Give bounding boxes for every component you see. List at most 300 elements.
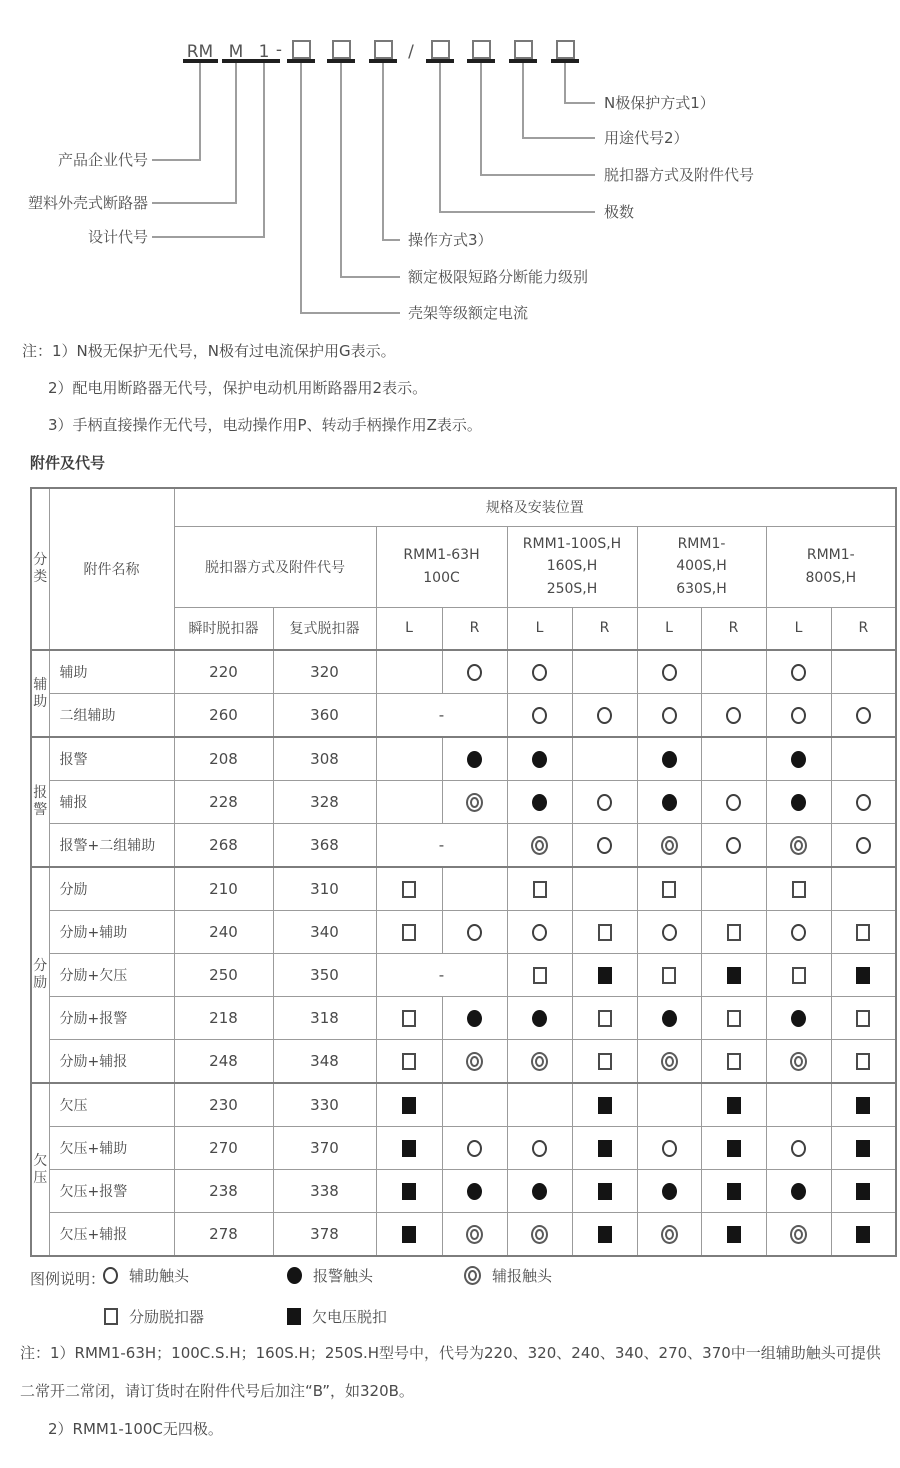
header-spec-title: 规格及安装位置	[174, 488, 896, 526]
symbol-cell	[442, 1083, 507, 1127]
undervoltage-release-symbol	[727, 967, 741, 984]
header-pos-r: R	[572, 607, 637, 650]
table-row	[31, 867, 896, 911]
label-trip-mode-accessory-code: 脱扣器方式及附件代号	[604, 166, 755, 184]
symbol-cell	[701, 781, 766, 824]
header-pos-r: R	[442, 607, 507, 650]
symbol-cell	[637, 954, 701, 997]
symbol-cell	[507, 911, 572, 954]
note-2: 2）配电用断路器无代号，保护电动机用断路器用2表示。	[48, 379, 428, 397]
symbol-cell	[637, 1213, 701, 1257]
shunt-release-symbol	[727, 924, 741, 941]
header-pos-l: L	[766, 607, 831, 650]
symbol-cell	[637, 781, 701, 824]
shunt-release-symbol	[856, 924, 870, 941]
header-pos-l: L	[637, 607, 701, 650]
instant-trip-code-cell: 210	[174, 867, 273, 911]
accessory-name-cell: 欠压+辅助	[49, 1127, 174, 1170]
label-manufacturer-code: 产品企业代号	[57, 151, 148, 169]
instant-trip-code-cell: 240	[174, 911, 273, 954]
label-usage-code: 用途代号2）	[604, 129, 689, 147]
symbol-cell	[507, 650, 572, 694]
auxiliary-contact-symbol	[103, 1267, 118, 1284]
header-accessory-name: 附件名称	[49, 488, 174, 650]
connector-line	[341, 63, 400, 277]
table-row	[31, 650, 896, 694]
auxiliary-contact-symbol	[662, 1140, 677, 1157]
legend-item-alarm	[287, 1265, 373, 1286]
aux-alarm-contact-symbol	[790, 1052, 807, 1071]
alarm-contact-symbol	[532, 1010, 547, 1027]
symbol-cell	[376, 1127, 442, 1170]
symbol-cell	[572, 997, 637, 1040]
auxiliary-contact-symbol	[597, 794, 612, 811]
code-underline	[287, 59, 315, 63]
code-underline	[327, 59, 355, 63]
symbol-cell	[637, 650, 701, 694]
symbol-cell	[442, 867, 507, 911]
category-cell: 辅助	[31, 650, 49, 737]
accessory-name-cell: 报警+二组辅助	[49, 824, 174, 868]
accessory-name-cell: 报警	[49, 737, 174, 781]
symbol-cell	[766, 1083, 831, 1127]
auxiliary-contact-symbol	[662, 707, 677, 724]
instant-trip-code-cell: 208	[174, 737, 273, 781]
code-placeholder-box	[375, 41, 392, 58]
symbol-cell	[831, 1170, 896, 1213]
aux-alarm-contact-symbol	[661, 1225, 678, 1244]
code-prefix: RM	[186, 42, 214, 62]
symbol-cell	[831, 911, 896, 954]
symbol-cell	[376, 1040, 442, 1084]
shunt-release-symbol	[104, 1308, 118, 1325]
aux-alarm-contact-symbol	[466, 793, 483, 812]
legend-item-auxiliary	[103, 1265, 189, 1286]
undervoltage-release-symbol	[402, 1140, 416, 1157]
alarm-contact-symbol	[287, 1267, 302, 1284]
auxiliary-contact-symbol	[662, 664, 677, 681]
frame-line: RMM1-	[677, 535, 726, 552]
shunt-release-symbol	[533, 967, 547, 984]
symbol-cell	[831, 997, 896, 1040]
undervoltage-release-symbol	[598, 1226, 612, 1243]
symbol-cell	[442, 1127, 507, 1170]
alarm-contact-symbol	[467, 751, 482, 768]
symbol-cell	[766, 867, 831, 911]
symbol-cell	[572, 781, 637, 824]
header-instant-trip: 瞬时脱扣器	[174, 607, 273, 650]
symbol-cell	[507, 1040, 572, 1084]
auxiliary-contact-symbol	[726, 837, 741, 854]
header-compound-trip: 复式脱扣器	[273, 607, 376, 650]
shunt-release-symbol	[856, 1010, 870, 1027]
symbol-cell	[507, 824, 572, 868]
accessory-name-cell: 欠压+辅报	[49, 1213, 174, 1257]
symbol-cell	[572, 694, 637, 738]
symbol-cell	[766, 824, 831, 868]
compound-trip-code-cell: 308	[273, 737, 376, 781]
symbol-cell	[831, 1213, 896, 1257]
symbol-cell	[831, 824, 896, 868]
shunt-release-symbol	[662, 967, 676, 984]
symbol-cell	[442, 1040, 507, 1084]
symbol-cell	[701, 824, 766, 868]
shunt-release-symbol	[598, 924, 612, 941]
symbol-cell	[572, 954, 637, 997]
symbol-cell	[572, 650, 637, 694]
symbol-cell	[376, 650, 442, 694]
category-cell: 报警	[31, 737, 49, 867]
symbol-cell	[701, 954, 766, 997]
aux-alarm-contact-symbol	[466, 1225, 483, 1244]
header-frame-800s	[766, 526, 896, 607]
undervoltage-release-symbol	[727, 1183, 741, 1200]
alarm-contact-symbol	[662, 794, 677, 811]
merged-dash-cell: -	[376, 824, 507, 868]
symbol-cell	[766, 650, 831, 694]
symbol-cell	[572, 1213, 637, 1257]
section-title: 附件及代号	[30, 454, 106, 472]
legend-label: 报警触头	[313, 1267, 374, 1285]
symbol-cell	[831, 650, 896, 694]
table-row	[31, 737, 896, 781]
shunt-release-symbol	[662, 881, 676, 898]
frame-line: RMM1-63H	[403, 547, 480, 564]
note-1: 注：1）N极无保护无代号，N极有过电流保护用G表示。	[22, 342, 396, 360]
undervoltage-release-symbol	[402, 1183, 416, 1200]
connector-line	[152, 63, 264, 237]
code-dash: -	[275, 40, 283, 60]
label-n-pole-protection: N极保护方式1）	[604, 94, 715, 112]
symbol-cell	[637, 737, 701, 781]
symbol-cell	[376, 1213, 442, 1257]
undervoltage-release-symbol	[287, 1308, 301, 1325]
undervoltage-release-symbol	[856, 967, 870, 984]
header-pos-l: L	[376, 607, 442, 650]
undervoltage-release-symbol	[402, 1097, 416, 1114]
code-placeholder-box	[333, 41, 350, 58]
symbol-cell	[637, 824, 701, 868]
symbol-cell	[572, 1170, 637, 1213]
shunt-release-symbol	[792, 967, 806, 984]
alarm-contact-symbol	[791, 1010, 806, 1027]
shunt-release-symbol	[402, 881, 416, 898]
symbol-cell	[701, 650, 766, 694]
instant-trip-code-cell: 268	[174, 824, 273, 868]
undervoltage-release-symbol	[727, 1140, 741, 1157]
compound-trip-code-cell: 318	[273, 997, 376, 1040]
table-row	[31, 824, 896, 868]
shunt-release-symbol	[402, 924, 416, 941]
table-row	[31, 1213, 896, 1257]
symbol-cell	[507, 781, 572, 824]
accessory-name-cell: 欠压	[49, 1083, 174, 1127]
auxiliary-contact-symbol	[467, 924, 482, 941]
table-header-row	[31, 488, 896, 526]
undervoltage-release-symbol	[598, 1140, 612, 1157]
table-row	[31, 997, 896, 1040]
symbol-cell	[507, 1213, 572, 1257]
symbol-cell	[376, 1083, 442, 1127]
symbol-cell	[507, 997, 572, 1040]
aux-alarm-contact-symbol	[790, 1225, 807, 1244]
alarm-contact-symbol	[791, 751, 806, 768]
model-code-diagram	[0, 0, 900, 335]
header-frame-63h	[376, 526, 507, 607]
symbol-cell	[701, 694, 766, 738]
symbol-cell	[831, 954, 896, 997]
aux-alarm-contact-symbol	[661, 836, 678, 855]
shunt-release-symbol	[598, 1053, 612, 1070]
aux-alarm-contact-symbol	[531, 836, 548, 855]
legend-label: 欠电压脱扣	[312, 1308, 388, 1326]
compound-trip-code-cell: 328	[273, 781, 376, 824]
code-placeholder-box	[557, 41, 574, 58]
symbol-cell	[442, 650, 507, 694]
symbol-cell	[442, 1170, 507, 1213]
alarm-contact-symbol	[532, 794, 547, 811]
aux-alarm-contact-symbol	[790, 836, 807, 855]
instant-trip-code-cell: 220	[174, 650, 273, 694]
alarm-contact-symbol	[467, 1010, 482, 1027]
undervoltage-release-symbol	[856, 1097, 870, 1114]
merged-dash-cell: -	[376, 694, 507, 738]
aux-alarm-contact-symbol	[464, 1266, 481, 1285]
compound-trip-code-cell: 340	[273, 911, 376, 954]
symbol-cell	[376, 1170, 442, 1213]
table-row	[31, 1170, 896, 1213]
symbol-cell	[701, 997, 766, 1040]
symbol-cell	[442, 781, 507, 824]
undervoltage-release-symbol	[598, 1183, 612, 1200]
undervoltage-release-symbol	[402, 1226, 416, 1243]
symbol-cell	[831, 1040, 896, 1084]
symbol-cell	[637, 867, 701, 911]
table-row	[31, 1083, 896, 1127]
accessory-name-cell: 分励+报警	[49, 997, 174, 1040]
symbol-cell	[376, 781, 442, 824]
symbol-cell	[376, 997, 442, 1040]
auxiliary-contact-symbol	[532, 707, 547, 724]
compound-trip-code-cell: 348	[273, 1040, 376, 1084]
symbol-cell	[507, 954, 572, 997]
connector-line	[383, 63, 400, 240]
header-frame-400s	[637, 526, 766, 607]
symbol-cell	[831, 1083, 896, 1127]
note-3: 3）手柄直接操作无代号，电动操作用P、转动手柄操作用Z表示。	[48, 416, 482, 434]
undervoltage-release-symbol	[856, 1226, 870, 1243]
auxiliary-contact-symbol	[791, 1140, 806, 1157]
code-underline	[426, 59, 454, 63]
auxiliary-contact-symbol	[532, 664, 547, 681]
frame-line: 160S,H	[546, 558, 598, 575]
bottom-note-1: 注：1）RMM1-63H；100C.S.H；160S.H；250S.H型号中，代号为220、320、240、340、270、370中一组辅助触头可提供二常开二常闭，请订货时在附件代号后加注“B”，如320B。	[20, 1344, 881, 1400]
shunt-release-symbol	[402, 1010, 416, 1027]
auxiliary-contact-symbol	[532, 1140, 547, 1157]
instant-trip-code-cell: 260	[174, 694, 273, 738]
frame-line: 630S,H	[676, 580, 727, 597]
symbol-cell	[831, 1127, 896, 1170]
symbol-cell	[376, 867, 442, 911]
header-frame-100s	[507, 526, 637, 607]
accessories-table-body	[31, 650, 896, 1256]
category-cell: 欠压	[31, 1083, 49, 1256]
shunt-release-symbol	[792, 881, 806, 898]
instant-trip-code-cell: 230	[174, 1083, 273, 1127]
symbol-cell	[507, 1170, 572, 1213]
symbol-cell	[637, 1127, 701, 1170]
frame-line: RMM1-	[806, 547, 855, 564]
legend-item-shunt	[104, 1306, 204, 1327]
instant-trip-code-cell: 278	[174, 1213, 273, 1257]
connector-line	[152, 63, 236, 203]
symbol-cell	[637, 1040, 701, 1084]
symbol-cell	[701, 911, 766, 954]
accessory-name-cell: 二组辅助	[49, 694, 174, 738]
symbol-cell	[701, 737, 766, 781]
compound-trip-code-cell: 320	[273, 650, 376, 694]
symbol-cell	[572, 824, 637, 868]
compound-trip-code-cell: 378	[273, 1213, 376, 1257]
legend-label: 辅助触头	[129, 1267, 190, 1285]
aux-alarm-contact-symbol	[661, 1052, 678, 1071]
symbol-cell	[442, 997, 507, 1040]
table-row	[31, 1127, 896, 1170]
aux-alarm-contact-symbol	[531, 1225, 548, 1244]
shunt-release-symbol	[727, 1053, 741, 1070]
auxiliary-contact-symbol	[856, 837, 871, 854]
symbol-cell	[831, 867, 896, 911]
code-placeholder-box	[293, 41, 310, 58]
frame-line: 800S,H	[805, 569, 857, 586]
header-pos-l: L	[507, 607, 572, 650]
label-pole-number: 极数	[604, 203, 635, 221]
alarm-contact-symbol	[662, 1183, 677, 1200]
symbol-cell	[572, 911, 637, 954]
table-row	[31, 1040, 896, 1084]
symbol-cell	[831, 781, 896, 824]
symbol-cell	[701, 1040, 766, 1084]
code-series: M	[228, 42, 244, 62]
compound-trip-code-cell: 360	[273, 694, 376, 738]
auxiliary-contact-symbol	[467, 1140, 482, 1157]
symbol-cell	[376, 737, 442, 781]
label-frame-rated-current: 壳架等级额定电流	[408, 304, 529, 322]
symbol-cell	[831, 694, 896, 738]
auxiliary-contact-symbol	[597, 837, 612, 854]
label-breaking-capacity: 额定极限短路分断能力级别	[408, 268, 589, 286]
instant-trip-code-cell: 248	[174, 1040, 273, 1084]
alarm-contact-symbol	[532, 1183, 547, 1200]
symbol-cell	[766, 1213, 831, 1257]
symbol-cell	[701, 1127, 766, 1170]
symbol-cell	[701, 1083, 766, 1127]
accessory-name-cell: 分励	[49, 867, 174, 911]
code-underline	[369, 59, 397, 63]
compound-trip-code-cell: 350	[273, 954, 376, 997]
symbol-cell	[507, 1083, 572, 1127]
symbol-cell	[572, 1127, 637, 1170]
code-placeholder-box	[432, 41, 449, 58]
symbol-cell	[442, 911, 507, 954]
symbol-cell	[831, 737, 896, 781]
symbol-cell	[507, 1127, 572, 1170]
shunt-release-symbol	[402, 1053, 416, 1070]
code-design: 1	[258, 42, 270, 62]
label-mccb: 塑料外壳式断路器	[27, 194, 148, 212]
accessory-name-cell: 辅助	[49, 650, 174, 694]
accessory-name-cell: 分励+欠压	[49, 954, 174, 997]
legend-title: 图例说明：	[30, 1270, 106, 1288]
auxiliary-contact-symbol	[791, 664, 806, 681]
symbol-cell	[572, 737, 637, 781]
symbol-cell	[637, 997, 701, 1040]
connector-line	[481, 63, 595, 175]
connector-line	[152, 63, 200, 160]
symbol-cell	[376, 911, 442, 954]
instant-trip-code-cell: 238	[174, 1170, 273, 1213]
alarm-contact-symbol	[467, 1183, 482, 1200]
auxiliary-contact-symbol	[856, 707, 871, 724]
auxiliary-contact-symbol	[532, 924, 547, 941]
symbol-cell	[507, 867, 572, 911]
auxiliary-contact-symbol	[791, 707, 806, 724]
code-slash: /	[408, 42, 414, 62]
aux-alarm-contact-symbol	[531, 1052, 548, 1071]
compound-trip-code-cell: 368	[273, 824, 376, 868]
header-pos-r: R	[831, 607, 896, 650]
symbol-cell	[637, 1083, 701, 1127]
shunt-release-symbol	[598, 1010, 612, 1027]
connector-line	[301, 63, 400, 313]
auxiliary-contact-symbol	[726, 707, 741, 724]
alarm-contact-symbol	[662, 1010, 677, 1027]
undervoltage-release-symbol	[727, 1097, 741, 1114]
shunt-release-symbol	[727, 1010, 741, 1027]
symbol-cell	[701, 1213, 766, 1257]
frame-line: RMM1-100S,H	[522, 535, 622, 552]
accessory-name-cell: 分励+辅助	[49, 911, 174, 954]
legend-item-undervoltage	[287, 1306, 387, 1327]
legend-item-aux-alarm	[464, 1265, 552, 1286]
symbol-cell	[572, 867, 637, 911]
label-operation-mode: 操作方式3）	[408, 231, 493, 249]
undervoltage-release-symbol	[598, 967, 612, 984]
instant-trip-code-cell: 250	[174, 954, 273, 997]
frame-line: 400S,H	[676, 558, 727, 575]
accessory-name-cell: 欠压+报警	[49, 1170, 174, 1213]
undervoltage-release-symbol	[598, 1097, 612, 1114]
bottom-note-2: 2）RMM1-100C无四极。	[48, 1420, 223, 1438]
shunt-release-symbol	[856, 1053, 870, 1070]
code-underline	[551, 59, 579, 63]
code-placeholder-box	[473, 41, 490, 58]
connector-line	[523, 63, 595, 138]
category-cell: 分励	[31, 867, 49, 1083]
symbol-cell	[766, 781, 831, 824]
auxiliary-contact-symbol	[791, 924, 806, 941]
compound-trip-code-cell: 310	[273, 867, 376, 911]
auxiliary-contact-symbol	[856, 794, 871, 811]
undervoltage-release-symbol	[856, 1140, 870, 1157]
compound-trip-code-cell: 330	[273, 1083, 376, 1127]
symbol-cell	[766, 954, 831, 997]
symbol-cell	[442, 737, 507, 781]
symbol-cell	[701, 1170, 766, 1213]
compound-trip-code-cell: 338	[273, 1170, 376, 1213]
table-row	[31, 781, 896, 824]
frame-line: 250S,H	[546, 580, 598, 597]
